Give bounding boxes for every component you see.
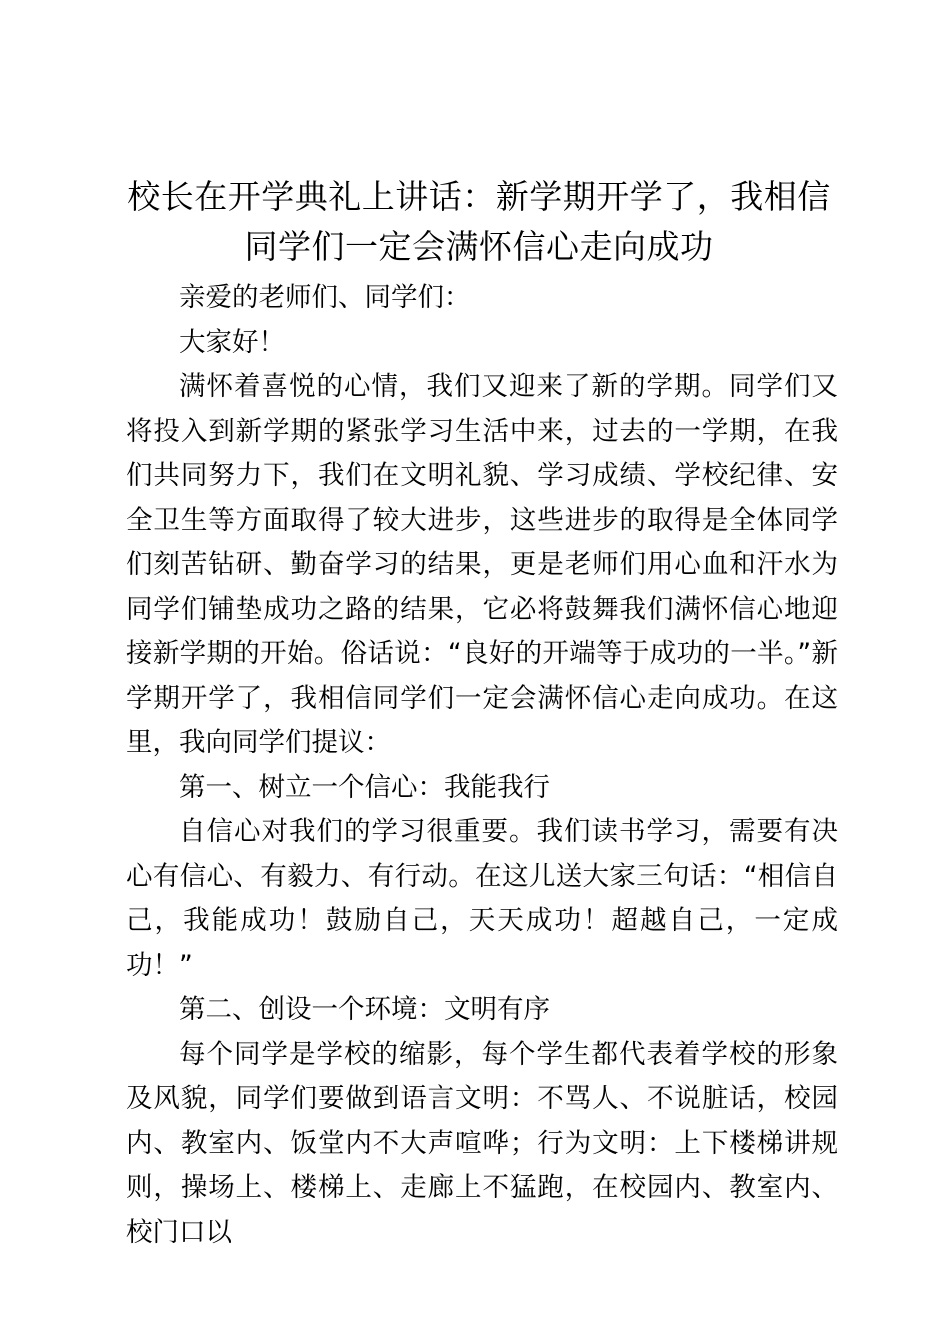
- section-2-paragraph: 每个同学是学校的缩影，每个学生都代表着学校的形象及风貌，同学们要做到语言文明：不骂人、不说脏话，校园内、教室内、饭堂内不大声喧哗；行为文明：上下楼梯讲规则，操场上、楼梯上、走廊上不猛跑，在校园内、教室内、校门口以: [126, 1038, 838, 1248]
- document-body: [126, 276, 838, 1255]
- document-title: 校长在开学典礼上讲话：新学期开学了，我相信同学们一定会满怀信心走向成功: [127, 177, 831, 266]
- section-heading-2: 第二、创设一个环境：文明有序: [179, 994, 550, 1025]
- section-1-paragraph: 自信心对我们的学习很重要。我们读书学习，需要有决心有信心、有毅力、有行动。在这儿送大家三句话：“相信自己，我能成功！鼓励自己，天天成功！超越自己，一定成功！”: [126, 816, 838, 981]
- intro-paragraph: 满怀着喜悦的心情，我们又迎来了新的学期。同学们又将投入到新学期的紧张学习生活中来，过去的一学期，在我们共同努力下，我们在文明礼貌、学习成绩、学校纪律、安全卫生等方面取得了较大进步，这些进步的取得是全体同学们刻苦钻研、勤奋学习的结果，更是老师们用心血和汗水为同学们铺垫成功之路的结果，它必将鼓舞我们满怀信心地迎接新学期的开始。俗话说：“良好的开端等于成功的一半。”新学期开学了，我相信同学们一定会满怀信心走向成功。在这里，我向同学们提议：: [126, 371, 838, 758]
- salutation: 亲爱的老师们、同学们：: [179, 282, 471, 313]
- greeting: 大家好！: [179, 326, 285, 358]
- section-heading-1: 第一、树立一个信心：我能我行: [179, 771, 550, 803]
